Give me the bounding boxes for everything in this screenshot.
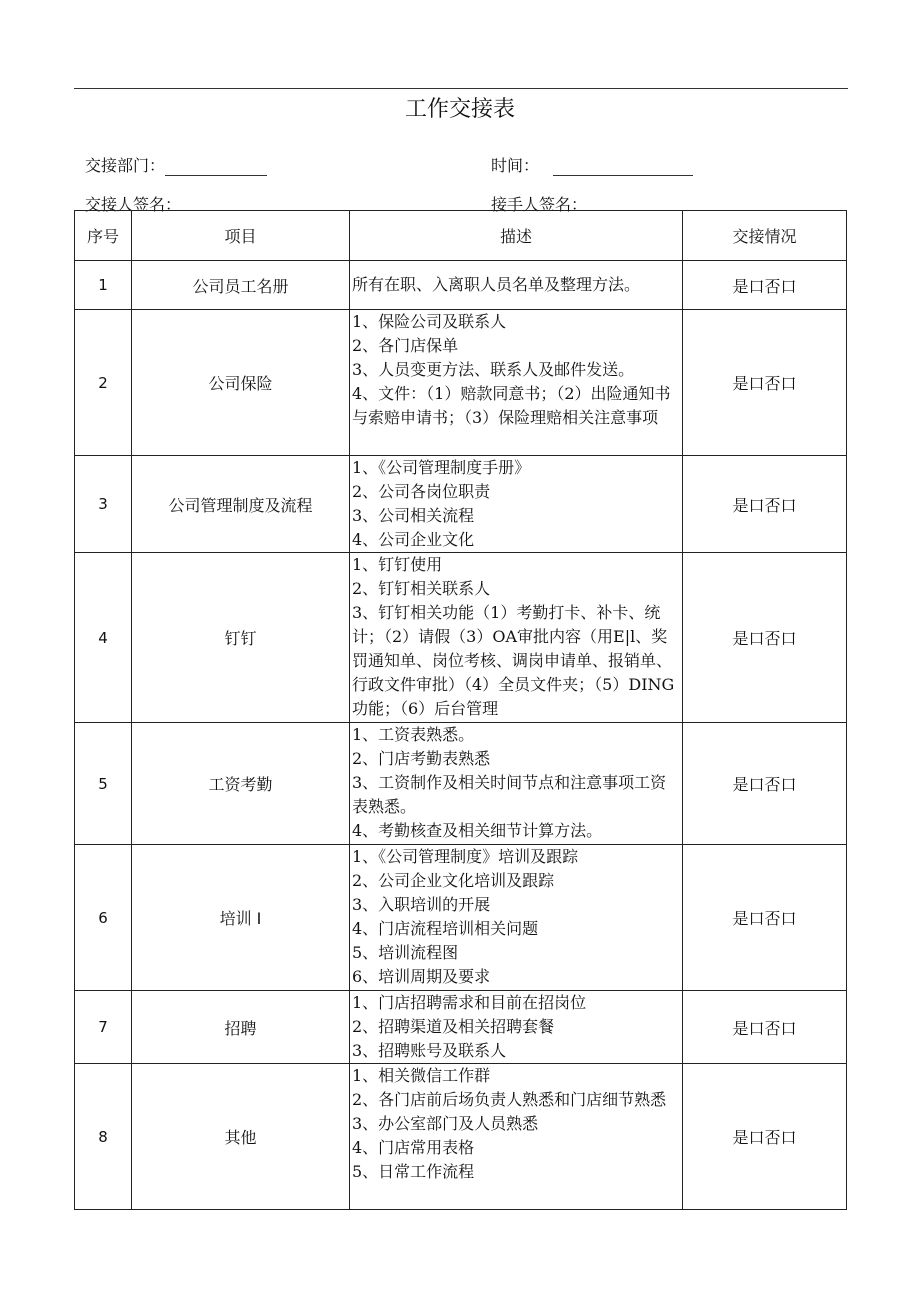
table-row [75, 553, 847, 723]
table-header-row [75, 211, 847, 261]
table-row [75, 456, 847, 553]
handover-table [74, 210, 847, 1210]
dept-blank[interactable] [165, 159, 267, 176]
description-line: 1、《公司管理制度》培训及跟踪 [352, 847, 579, 866]
description-line: 3、钉钉相关功能（1）考勤打卡、补卡、统计；（2）请假（3）OA审批内容（用E|l、奖罚通知单、岗位考核、调岗申请单、报销单、行政文件审批）（4）全员文件夹；（5）DING功能；（6）后台管理 [352, 603, 675, 718]
description-line: 3、办公室部门及人员熟悉 [352, 1114, 539, 1133]
description-line: 1、保险公司及联系人 [352, 312, 507, 331]
description-line: 3、招聘账号及联系人 [352, 1041, 507, 1060]
time-label: 时间： [491, 156, 540, 175]
table-row [75, 723, 847, 845]
time-field [491, 153, 693, 176]
row-number: 2 [75, 310, 132, 456]
description-line: 1、《公司管理制度手册》 [352, 458, 531, 477]
description-line: 2、公司各岗位职责 [352, 482, 491, 501]
row-description [350, 553, 683, 723]
handover-status-checkbox[interactable]: 是口否口 [683, 456, 847, 553]
top-rule [74, 88, 848, 89]
row-number: 5 [75, 723, 132, 845]
description-line: 4、考勤核查及相关细节计算方法。 [352, 821, 603, 840]
row-item: 钉钉 [132, 553, 350, 723]
dept-label: 交接部门： [85, 156, 166, 175]
table-row [75, 310, 847, 456]
handover-status-checkbox[interactable]: 是口否口 [683, 1064, 847, 1210]
row-number: 3 [75, 456, 132, 553]
description-line: 6、培训周期及要求 [352, 967, 491, 986]
description-line: 2、公司企业文化培训及跟踪 [352, 871, 555, 890]
description-line: 1、工资表熟悉。 [352, 725, 475, 744]
receiver-signer-label: 接手人签名： [491, 195, 588, 214]
table-row [75, 261, 847, 310]
description-line: 3、人员变更方法、联系人及邮件发送。 [352, 360, 635, 379]
row-number: 7 [75, 991, 132, 1064]
row-number: 6 [75, 845, 132, 991]
header-no: 序号 [75, 211, 132, 261]
row-description [350, 261, 683, 310]
description-line: 4、门店常用表格 [352, 1138, 475, 1157]
row-item: 公司员工名册 [132, 261, 350, 310]
description-line: 4、文件：（1）赔款同意书；（2）出险通知书与索赔申请书；（3）保险理赔相关注意事项 [352, 384, 671, 427]
dept-field [85, 153, 267, 176]
handover-status-checkbox[interactable]: 是口否口 [683, 991, 847, 1064]
table-row [75, 1064, 847, 1210]
handover-status-checkbox[interactable]: 是口否口 [683, 723, 847, 845]
description-line: 3、公司相关流程 [352, 506, 475, 525]
row-number: 1 [75, 261, 132, 310]
description-line: 4、门店流程培训相关问题 [352, 919, 539, 938]
description-line: 5、日常工作流程 [352, 1162, 475, 1181]
description-line: 3、入职培训的开展 [352, 895, 491, 914]
handover-status-checkbox[interactable]: 是口否口 [683, 845, 847, 991]
description-line: 3、工资制作及相关时间节点和注意事项工资表熟悉。 [352, 773, 667, 816]
row-description [350, 991, 683, 1064]
row-description [350, 456, 683, 553]
handover-status-checkbox[interactable]: 是口否口 [683, 553, 847, 723]
page-title: 工作交接表 [404, 97, 515, 122]
time-blank[interactable] [553, 159, 693, 176]
description-line: 2、招聘渠道及相关招聘套餐 [352, 1017, 555, 1036]
handover-signer-label: 交接人签名： [85, 195, 182, 214]
description-line: 5、培训流程图 [352, 943, 459, 962]
header-status: 交接情况 [683, 211, 847, 261]
description-line: 1、门店招聘需求和目前在招岗位 [352, 993, 587, 1012]
row-description [350, 1064, 683, 1210]
description-line: 2、各门店前后场负责人熟悉和门店细节熟悉 [352, 1090, 667, 1109]
table-row [75, 991, 847, 1064]
description-line: 1、相关微信工作群 [352, 1066, 491, 1085]
row-item: 公司保险 [132, 310, 350, 456]
handover-status-checkbox[interactable]: 是口否口 [683, 261, 847, 310]
table-row [75, 845, 847, 991]
row-description [350, 723, 683, 845]
row-description [350, 845, 683, 991]
row-item: 其他 [132, 1064, 350, 1210]
description-line: 2、钉钉相关联系人 [352, 579, 491, 598]
row-number: 8 [75, 1064, 132, 1210]
row-item: 招聘 [132, 991, 350, 1064]
row-item: 公司管理制度及流程 [132, 456, 350, 553]
row-description [350, 310, 683, 456]
header-desc: 描述 [350, 211, 683, 261]
description-line: 1、钉钉使用 [352, 555, 443, 574]
header-item: 项目 [132, 211, 350, 261]
description-line: 4、公司企业文化 [352, 530, 475, 549]
description-line: 2、各门店保单 [352, 336, 459, 355]
handover-status-checkbox[interactable]: 是口否口 [683, 310, 847, 456]
description-line: 2、门店考勤表熟悉 [352, 749, 491, 768]
row-item: 培训 I [132, 845, 350, 991]
row-item: 工资考勤 [132, 723, 350, 845]
description-line: 所有在职、入离职人员名单及整理方法。 [352, 275, 641, 294]
row-number: 4 [75, 553, 132, 723]
